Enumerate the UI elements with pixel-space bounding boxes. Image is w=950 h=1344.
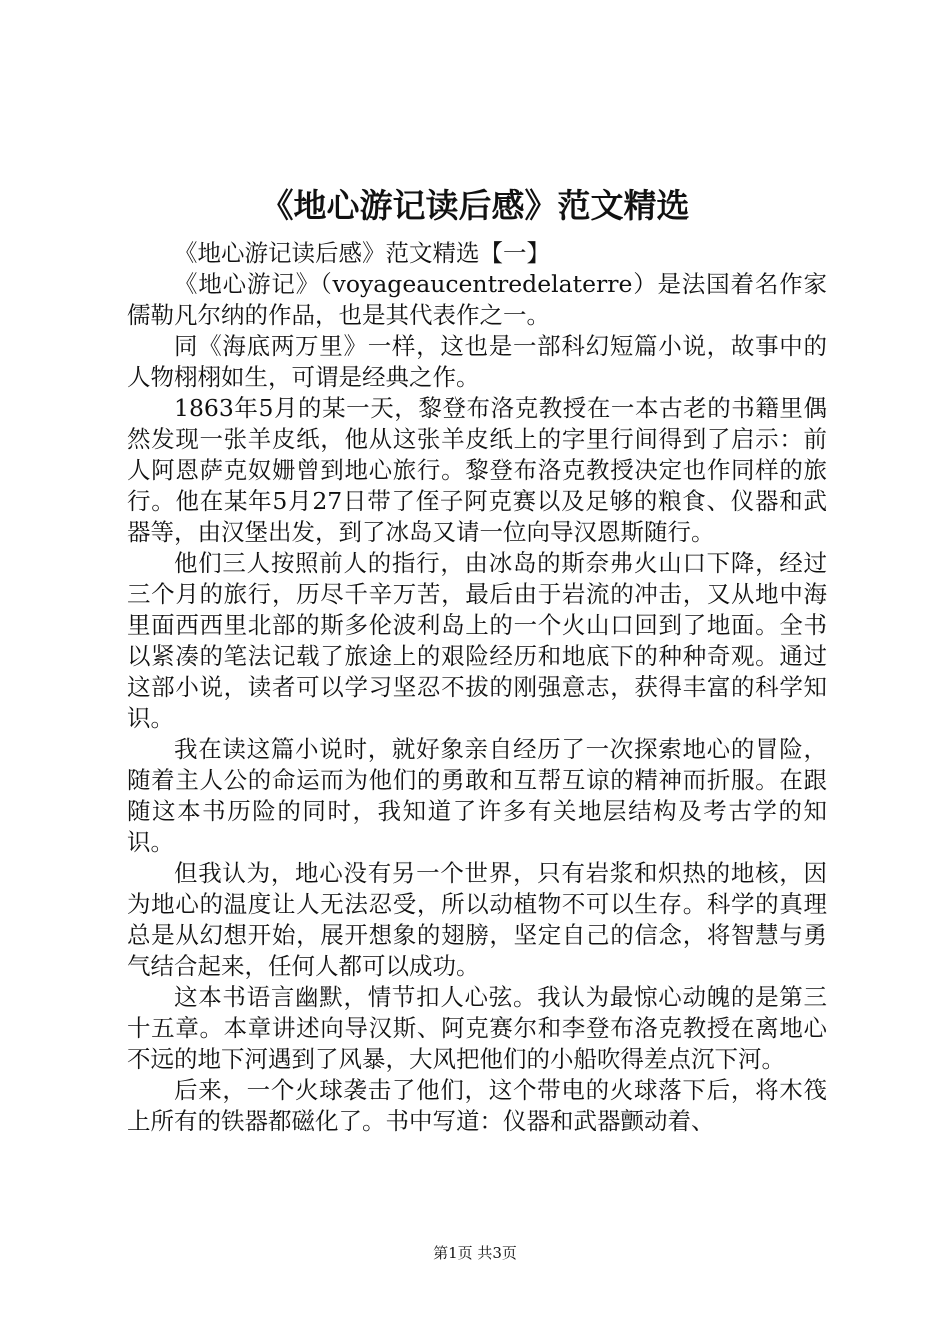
document-body	[127, 238, 827, 1137]
document-title: 《地心游记读后感》范文精选	[260, 186, 690, 225]
paragraph: 1863年5月的某一天，黎登布洛克教授在一本古老的书籍里偶然发现一张羊皮纸，他从这张羊皮纸上的字里行间得到了启示：前人阿恩萨克奴姗曾到地心旅行。黎登布洛克教授决定也作同样的旅行。他在某年5月27日带了侄子阿克赛以及足够的粮食、仪器和武器等，由汉堡出发，到了冰岛又请一位向导汉恩斯随行。	[127, 394, 827, 546]
paragraph: 这本书语言幽默，情节扣人心弦。我认为最惊心动魄的是第三十五章。本章讲述向导汉斯、阿克赛尔和李登布洛克教授在离地心不远的地下河遇到了风暴，大风把他们的小船吹得差点沉下河。	[127, 983, 827, 1073]
paragraph: 他们三人按照前人的指行，由冰岛的斯奈弗火山口下降，经过三个月的旅行，历尽千辛万苦，最后由于岩流的冲击，又从地中海里面西西里北部的斯多伦波利岛上的一个火山口回到了地面。全书以紧凑的笔法记载了旅途上的艰险经历和地底下的种种奇观。通过这部小说，读者可以学习坚忍不拔的刚强意志，获得丰富的科学知识。	[127, 549, 827, 732]
paragraph: 《地心游记读后感》范文精选【一】	[174, 239, 550, 267]
paragraph: 《地心游记》（voyageaucentredelaterre）是法国着名作家儒勒凡尔纳的作品，也是其代表作之一。	[127, 270, 827, 329]
paragraph: 但我认为，地心没有另一个世界，只有岩浆和炽热的地核，因为地心的温度让人无法忍受，所以动植物不可以生存。科学的真理总是从幻想开始，展开想象的翅膀，坚定自己的信念，将智慧与勇气结合起来，任何人都可以成功。	[127, 859, 827, 980]
page-number-footer: 第1页 共3页	[433, 1244, 517, 1262]
paragraph: 后来，一个火球袭击了他们，这个带电的火球落下后，将木筏上所有的铁器都磁化了。书中写道：仪器和武器颤动着、	[127, 1076, 827, 1135]
paragraph: 我在读这篇小说时，就好象亲自经历了一次探索地心的冒险，随着主人公的命运而为他们的勇敢和互帮互谅的精神而折服。在跟随这本书历险的同时，我知道了许多有关地层结构及考古学的知识。	[127, 735, 827, 856]
paragraph: 同《海底两万里》一样，这也是一部科幻短篇小说，故事中的人物栩栩如生，可谓是经典之作。	[127, 332, 827, 391]
